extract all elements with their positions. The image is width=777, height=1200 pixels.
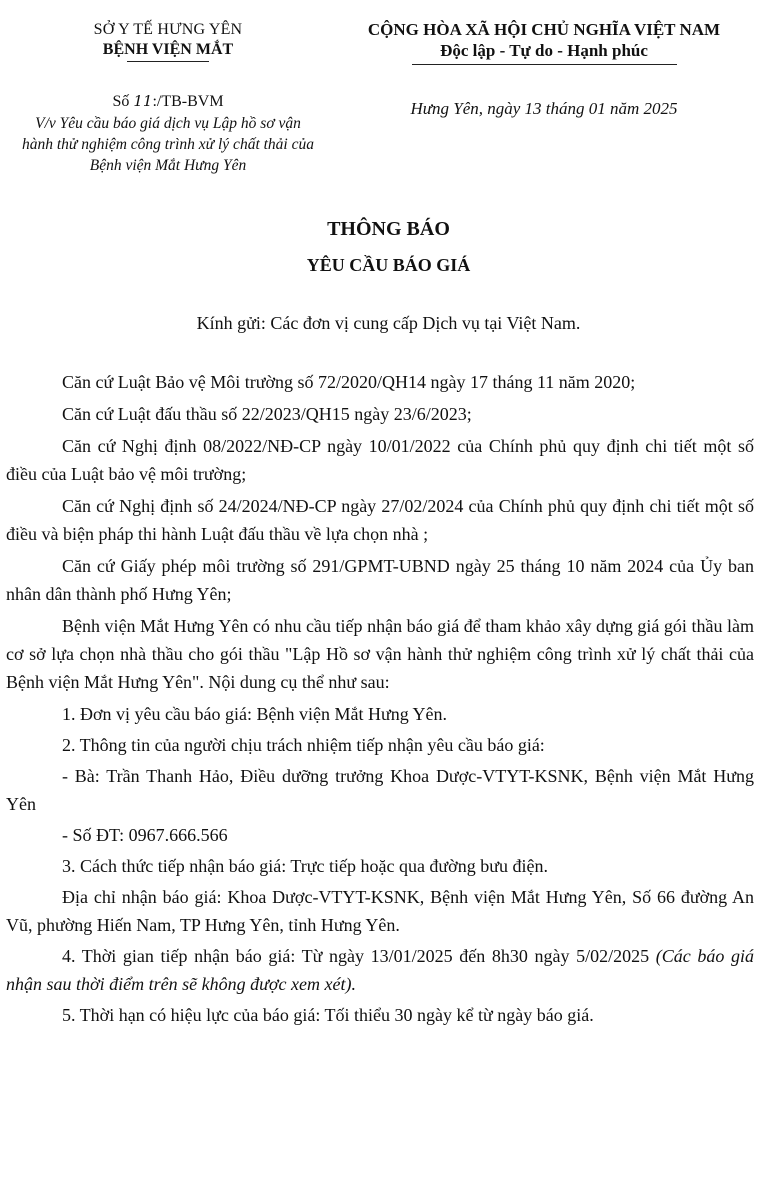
paragraph: - Bà: Trần Thanh Hảo, Điều dưỡng trưởng Khoa Dược-VTYT-KSNK, Bệnh viện Mắt Hưng Yên xyxy=(6,766,754,814)
motto-underline xyxy=(412,64,677,65)
paragraph: Căn cứ Luật đấu thầu số 22/2023/QH15 ngày 23/6/2023; xyxy=(62,404,472,424)
agency-name: SỞ Y TẾ HƯNG YÊN xyxy=(93,21,243,38)
paragraph: Căn cứ Giấy phép môi trường số 291/GPMT-UBND ngày 25 tháng 10 năm 2024 của Ủy ban nhân dân thành phố Hưng Yên; xyxy=(6,556,754,604)
recipient-line: Kính gửi: Các đơn vị cung cấp Dịch vụ tại Việt Nam. xyxy=(196,313,581,333)
number-handwritten: 11 xyxy=(133,92,153,110)
paragraph: Địa chỉ nhận báo giá: Khoa Dược-VTYT-KSNK, Bệnh viện Mắt Hưng Yên, Số 66 đường An Vũ, phường Hiến Nam, TP Hưng Yên, tỉnh Hưng Yên. xyxy=(6,887,754,935)
paragraph xyxy=(6,942,754,998)
paragraph: Bệnh viện Mắt Hưng Yên có nhu cầu tiếp nhận báo giá để tham khảo xây dựng giá gói thầu làm cơ sở lựa chọn nhà thầu cho gói thầu "Lập Hồ sơ vận hành thử nghiệm công trình xử lý chất thải của Bệnh viện Mắt Hưng Yên". Nội dung cụ thể như sau: xyxy=(6,616,754,692)
document-subtitle: YÊU CẦU BÁO GIÁ xyxy=(306,255,471,275)
number-label: Số xyxy=(112,93,130,110)
paragraph: 5. Thời hạn có hiệu lực của báo giá: Tối thiểu 30 ngày kể từ ngày báo giá. xyxy=(62,1005,594,1025)
paragraph: 2. Thông tin của người chịu trách nhiệm tiếp nhận yêu cầu báo giá: xyxy=(62,735,545,755)
paragraph-note: (Các báo giá nhận sau thời điểm trên sẽ không được xem xét). xyxy=(6,946,754,994)
document-title: THÔNG BÁO xyxy=(327,218,450,240)
paragraph: 3. Cách thức tiếp nhận báo giá: Trực tiếp hoặc qua đường bưu điện. xyxy=(62,856,548,876)
number-suffix: :/TB-BVM xyxy=(152,93,224,110)
date-line: Hưng Yên, ngày 13 tháng 01 năm 2025 xyxy=(410,99,678,118)
paragraph: Căn cứ Nghị định 08/2022/NĐ-CP ngày 10/01/2022 của Chính phủ quy định chi tiết một số điều của Luật bảo vệ môi trường; xyxy=(6,436,754,484)
hospital-name: BỆNH VIỆN MẮT xyxy=(102,41,234,58)
nation-name: CỘNG HÒA XÃ HỘI CHỦ NGHĨA VIỆT NAM xyxy=(367,20,721,39)
issuer-header xyxy=(18,20,318,62)
paragraph: Căn cứ Luật Bảo vệ Môi trường số 72/2020/QH14 ngày 17 tháng 11 năm 2020; xyxy=(62,372,636,392)
document-number xyxy=(18,92,318,111)
paragraph: Căn cứ Nghị định số 24/2024/NĐ-CP ngày 27/02/2024 của Chính phủ quy định chi tiết một số điều và biện pháp thi hành Luật đấu thầu về lựa chọn nhà ; xyxy=(6,496,754,544)
document-body xyxy=(6,368,754,1032)
paragraph-text: 4. Thời gian tiếp nhận báo giá: Từ ngày 13/01/2025 đến 8h30 ngày 5/02/2025 xyxy=(62,946,656,966)
paragraph: - Số ĐT: 0967.666.566 xyxy=(62,825,228,845)
paragraph: 1. Đơn vị yêu cầu báo giá: Bệnh viện Mắt Hưng Yên. xyxy=(62,704,448,724)
national-motto: Độc lập - Tự do - Hạnh phúc xyxy=(440,41,648,60)
document-subject: V/v Yêu cầu báo giá dịch vụ Lập hồ sơ vận hành thử nghiệm công trình xử lý chất thải của Bệnh viện Mắt Hưng Yên xyxy=(22,115,314,174)
national-header xyxy=(318,20,770,65)
issuer-underline xyxy=(127,61,209,62)
